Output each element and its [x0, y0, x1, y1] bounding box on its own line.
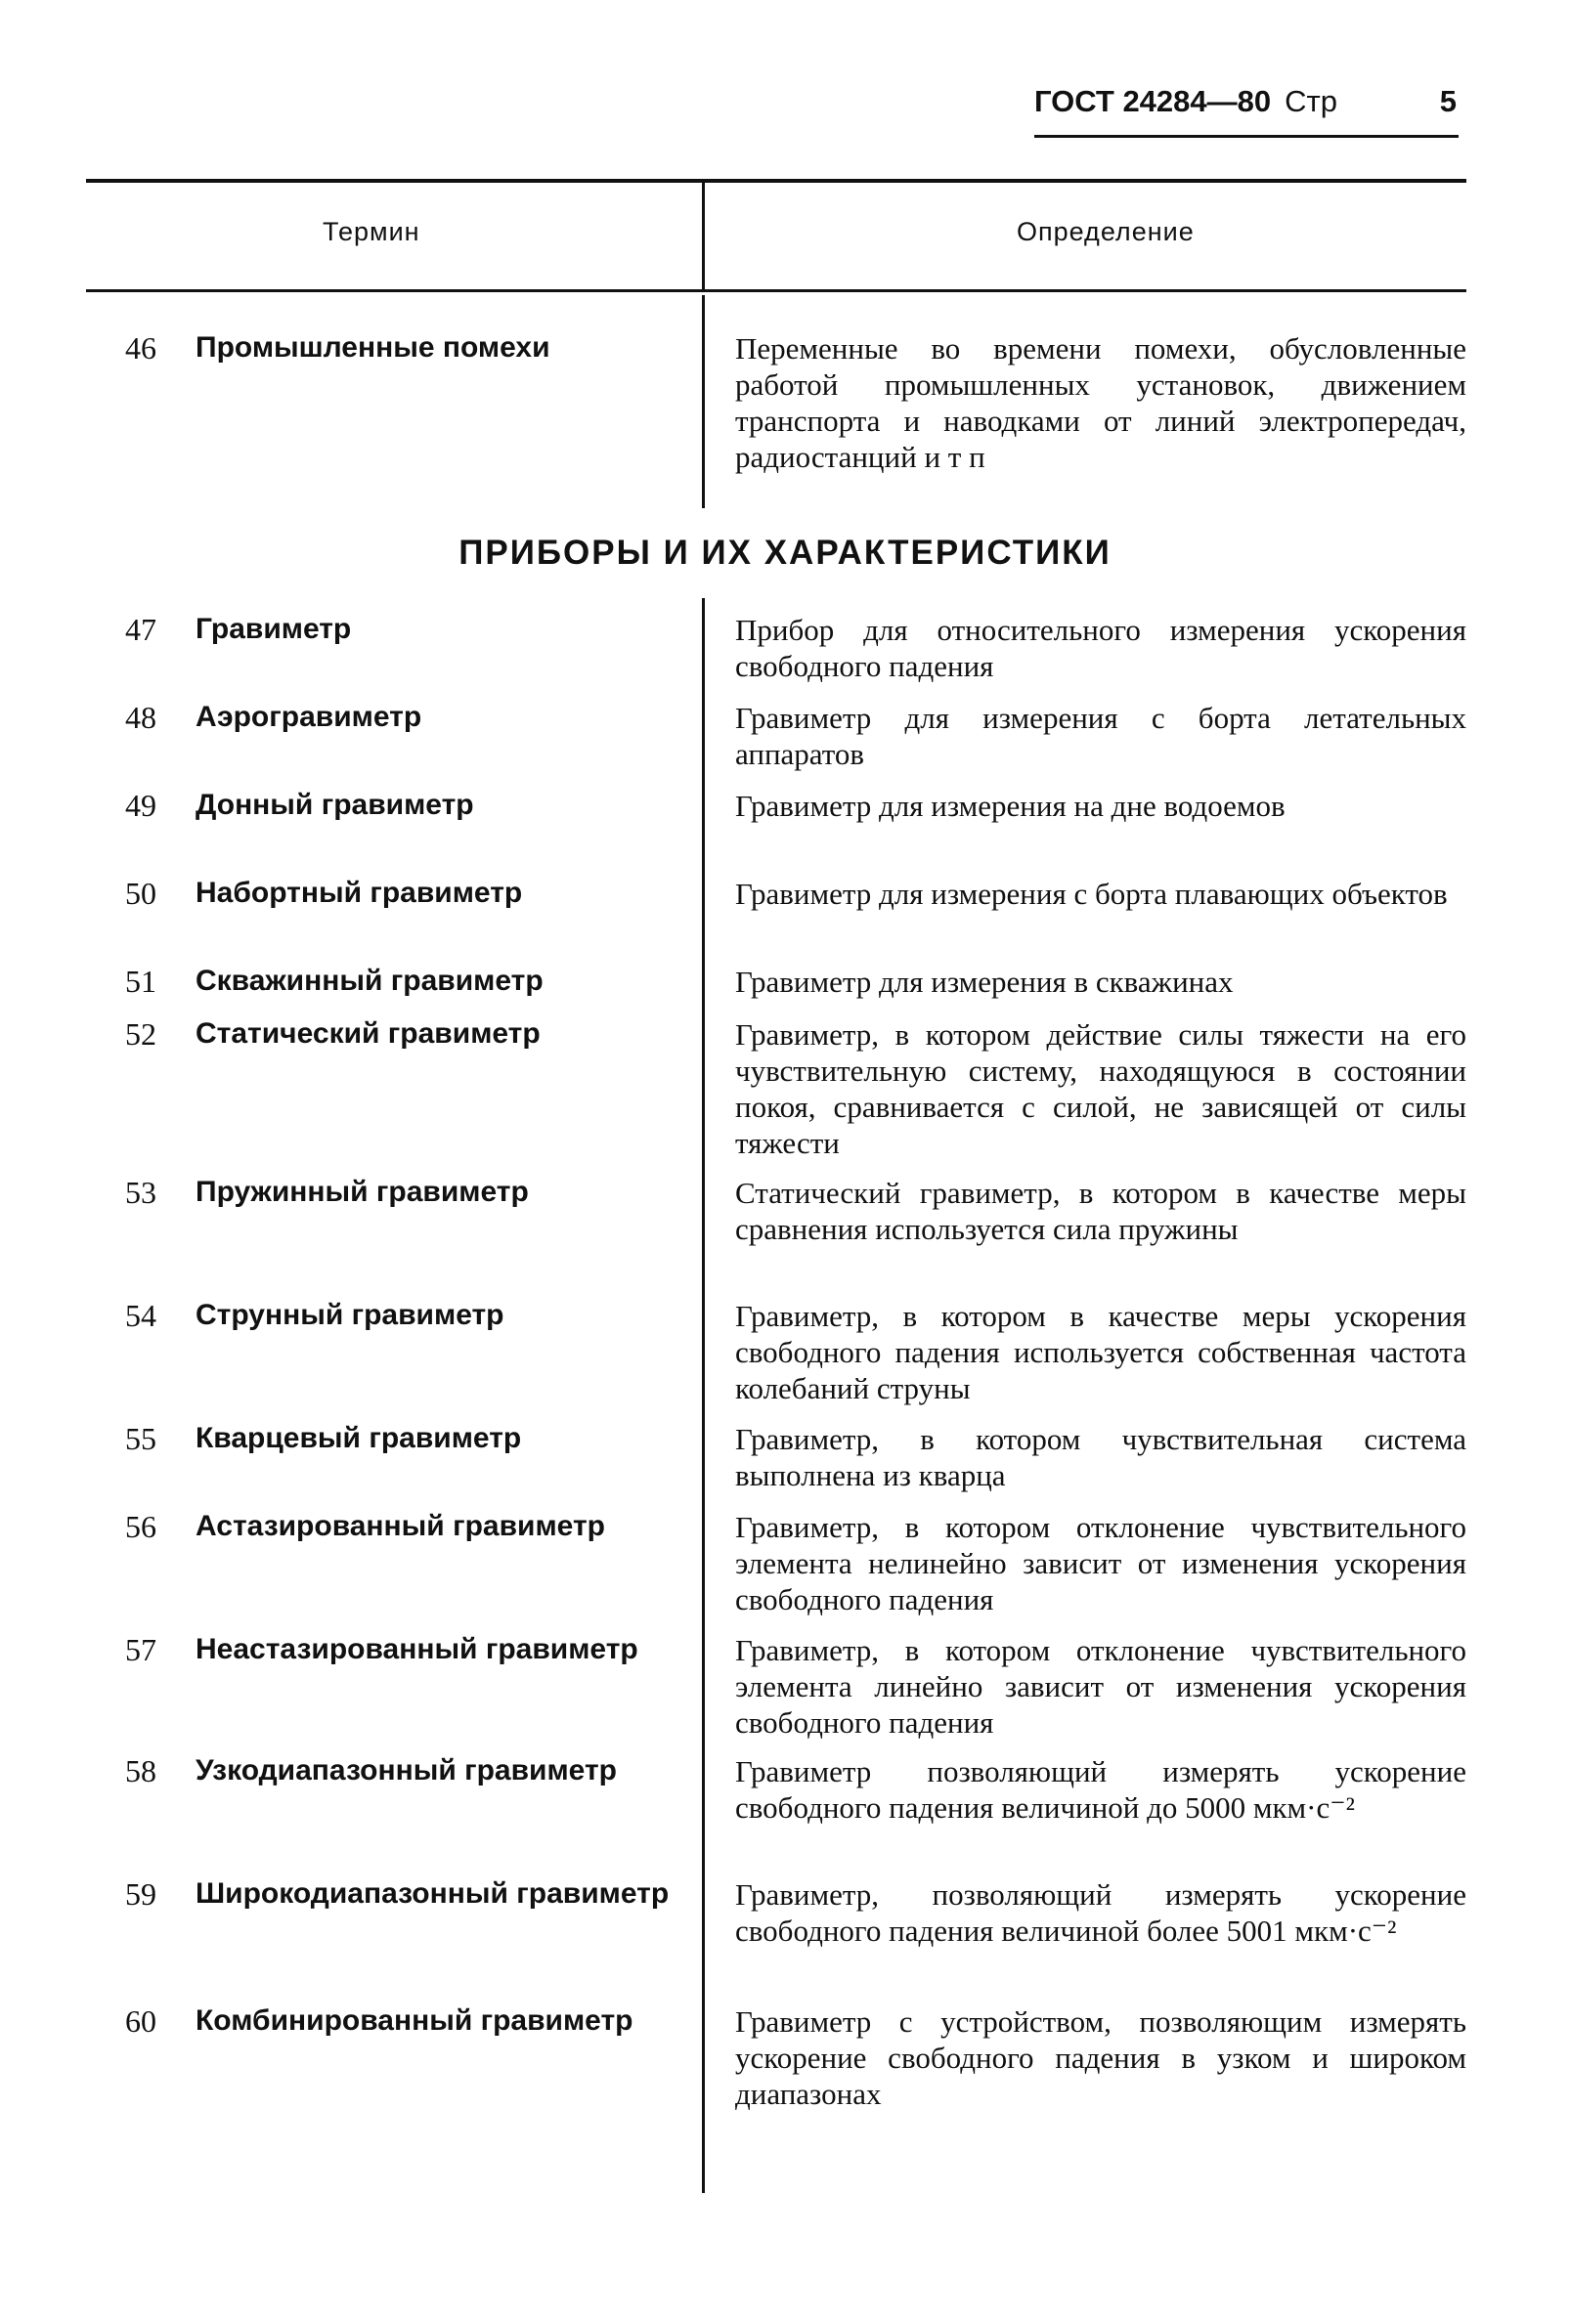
entry-definition: Статический гравиметр, в котором в качестве меры сравнения используется сила пружины	[735, 1176, 1466, 1246]
column-divider-lower	[702, 598, 705, 2193]
table-top-rule	[86, 179, 1466, 183]
column-header-term: Термин	[323, 217, 420, 246]
entry-number: 60	[125, 2003, 156, 2039]
entry-number: 51	[125, 964, 156, 999]
page-header	[1034, 84, 1457, 119]
entry-term: Набортный гравиметр	[196, 877, 523, 909]
column-divider-header	[702, 182, 705, 289]
entry-term: Струнный гравиметр	[196, 1299, 504, 1331]
entry-definition: Гравиметр, в котором в качестве меры ускорения свободного падения используется собственная частота колебаний струны	[735, 1299, 1466, 1405]
entry-definition: Гравиметр для измерения с борта плавающих объектов	[735, 877, 1448, 911]
entry-number: 46	[125, 330, 156, 366]
entry-number: 54	[125, 1298, 156, 1333]
entry-number: 53	[125, 1175, 156, 1210]
entry-number: 56	[125, 1509, 156, 1544]
entry-term: Донный гравиметр	[196, 789, 474, 821]
entry-definition: Переменные во времени помехи, обусловленные работой промышленных установок, движением транспорта и наводками от линий электропередач, радиостанций и т п	[735, 331, 1466, 474]
entry-number: 59	[125, 1876, 156, 1912]
entry-term: Аэрогравиметр	[196, 701, 422, 733]
entry-definition: Гравиметр с устройством, позволяющим измерять ускорение свободного падения в узком и широком диапазонах	[735, 2004, 1466, 2111]
entry-number: 50	[125, 876, 156, 911]
entry-number: 48	[125, 700, 156, 735]
entry-definition: Гравиметр для измерения с борта летательных аппаратов	[735, 701, 1466, 771]
entry-number: 52	[125, 1016, 156, 1052]
page-number: 5	[1439, 84, 1457, 118]
standard-number: ГОСТ 24284—80	[1034, 84, 1272, 118]
entry-definition: Гравиметр, в котором отклонение чувствительного элемента линейно зависит от изменения ускорения свободного падения	[735, 1633, 1466, 1740]
entry-definition: Гравиметр для измерения в скважинах	[735, 965, 1234, 999]
entry-definition: Гравиметр, в котором чувствительная система выполнена из кварца	[735, 1422, 1466, 1492]
entry-number: 58	[125, 1753, 156, 1788]
entry-term: Комбинированный гравиметр	[196, 2004, 633, 2037]
section-title: ПРИБОРЫ И ИХ ХАРАКТЕРИСТИКИ	[458, 534, 1112, 572]
header-rule	[1034, 135, 1459, 138]
entry-number: 49	[125, 788, 156, 823]
entry-term: Статический гравиметр	[196, 1017, 541, 1050]
column-header-definition: Определение	[1017, 217, 1195, 246]
entry-number: 55	[125, 1421, 156, 1456]
entry-term: Промышленные помехи	[196, 331, 550, 364]
entry-definition: Прибор для относительного измерения ускорения свободного падения	[735, 613, 1466, 683]
entry-term: Кварцевый гравиметр	[196, 1422, 522, 1454]
entry-term: Гравиметр	[196, 613, 352, 645]
entry-definition: Гравиметр, в котором действие силы тяжести на его чувствительную систему, находящуюся в состоянии покоя, сравнивается с силой, не зависящей от силы тяжести	[735, 1017, 1466, 1160]
table-header-rule	[86, 289, 1466, 292]
entry-term: Неастазированный гравиметр	[196, 1633, 638, 1665]
entry-term: Скважинный гравиметр	[196, 965, 544, 997]
entry-definition: Гравиметр для измерения на дне водоемов	[735, 789, 1286, 823]
entry-definition: Гравиметр позволяющий измерять ускорение свободного падения величиной до 5000 мкм·с⁻²	[735, 1754, 1466, 1825]
page-label: Стр	[1285, 84, 1337, 118]
entry-term: Широкодиапазонный гравиметр	[196, 1877, 670, 1910]
column-divider-upper	[702, 295, 705, 508]
entry-term: Узкодиапазонный гравиметр	[196, 1754, 617, 1786]
entry-term: Пружинный гравиметр	[196, 1176, 529, 1208]
entry-definition: Гравиметр, в котором отклонение чувствительного элемента нелинейно зависит от изменения ускорения свободного падения	[735, 1510, 1466, 1616]
entry-number: 57	[125, 1632, 156, 1667]
entry-number: 47	[125, 612, 156, 647]
entry-definition: Гравиметр, позволяющий измерять ускорение свободного падения величиной более 5001 мкм·с⁻²	[735, 1877, 1466, 1948]
entry-term: Астазированный гравиметр	[196, 1510, 605, 1542]
